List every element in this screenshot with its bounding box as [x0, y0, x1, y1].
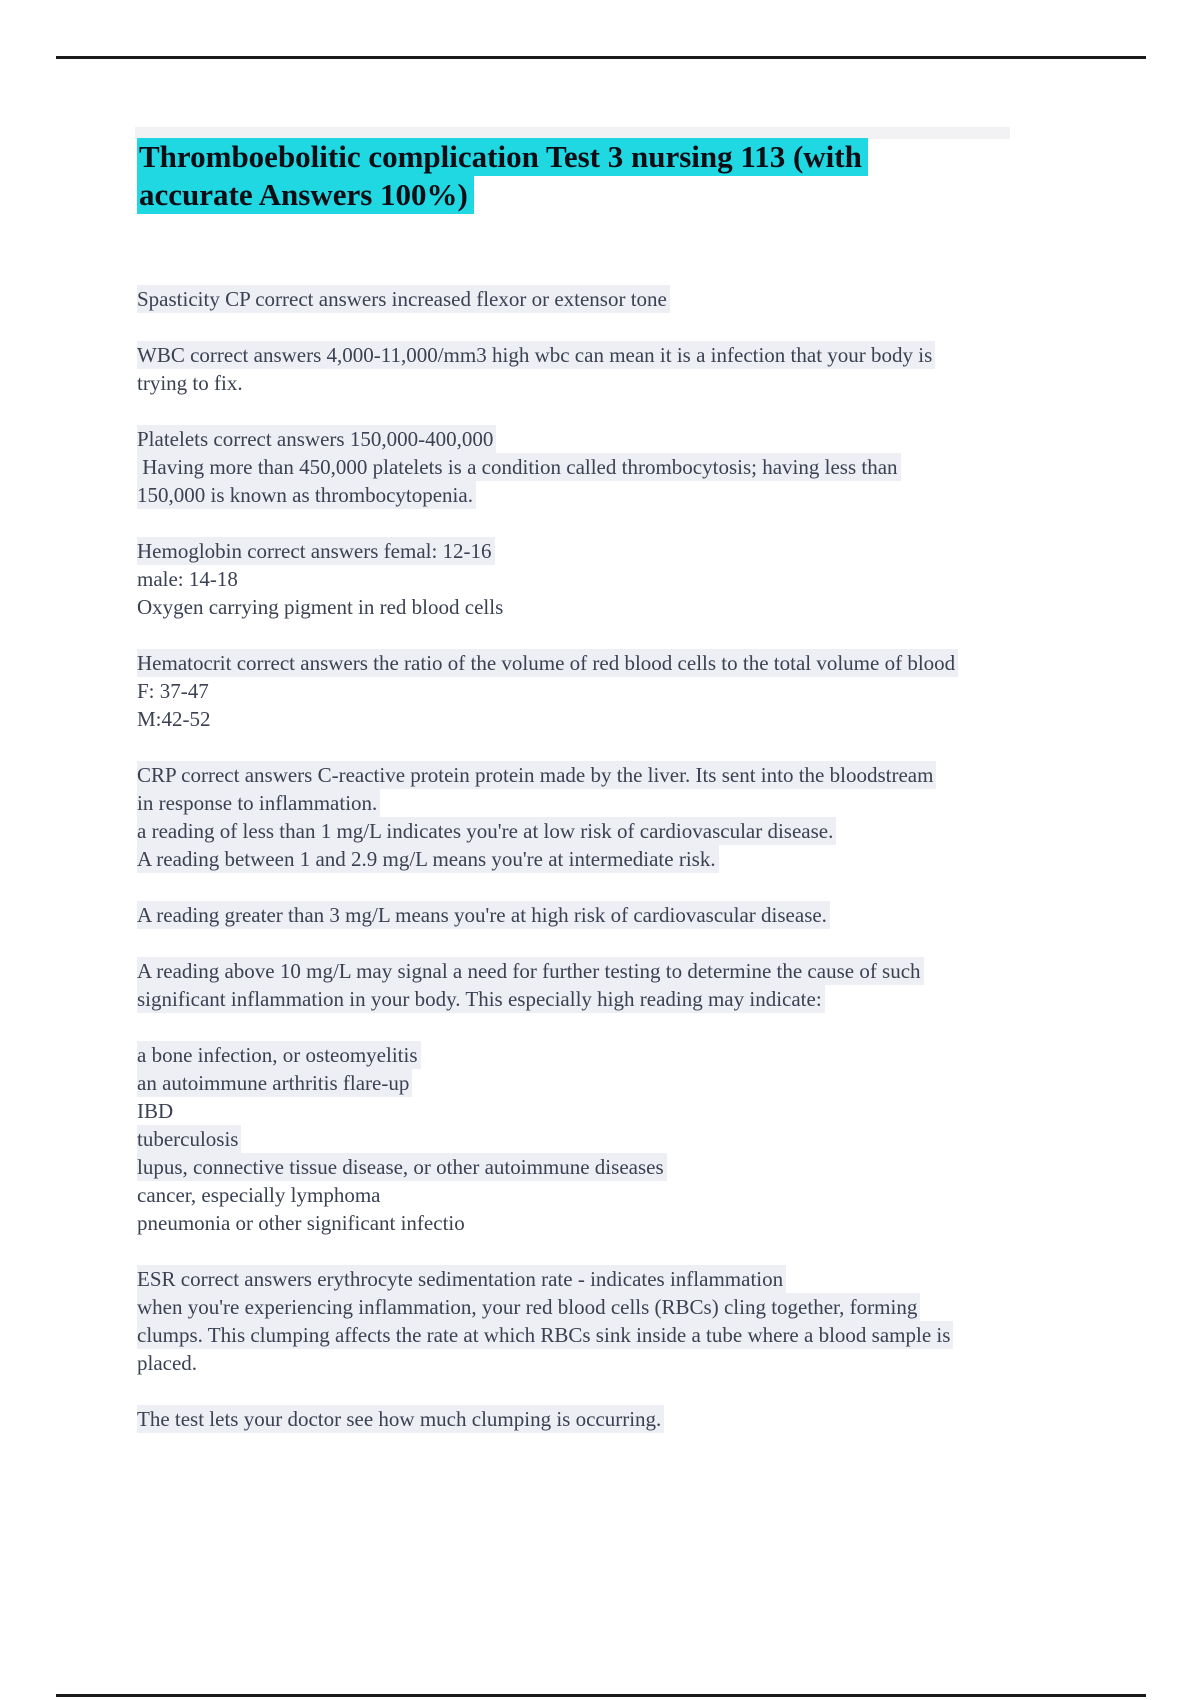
- blank-line: [137, 621, 1087, 649]
- text-line: [137, 1321, 1087, 1349]
- text-line: [137, 817, 1087, 845]
- text-line: [137, 453, 1087, 481]
- text-line: [137, 901, 1087, 929]
- text-line-content: 150,000 is known as thrombocytopenia.: [137, 481, 476, 509]
- blank-line: [137, 1377, 1087, 1405]
- text-line: [137, 957, 1087, 985]
- text-line: [137, 677, 1087, 705]
- text-line-content: Hemoglobin correct answers femal: 12-16: [137, 537, 495, 565]
- text-line-content: Spasticity CP correct answers increased flexor or extensor tone: [137, 285, 670, 313]
- text-line-content: CRP correct answers C-reactive protein protein made by the liver. Its sent into the bloodstream: [137, 761, 936, 789]
- text-line: [137, 285, 1087, 313]
- title-text: accurate Answers 100%): [137, 176, 474, 214]
- text-line: [137, 789, 1087, 817]
- text-line-content: a bone infection, or osteomyelitis: [137, 1041, 421, 1069]
- blank-line: [137, 397, 1087, 425]
- blank-line: [137, 929, 1087, 957]
- text-line: [137, 1041, 1087, 1069]
- text-line: [137, 593, 1087, 621]
- document-title: [137, 138, 868, 214]
- text-line: [137, 1265, 1087, 1293]
- text-line-content: A reading greater than 3 mg/L means you're at high risk of cardiovascular disease.: [137, 901, 830, 929]
- blank-line: [137, 733, 1087, 761]
- title-text: Thromboebolitic complication Test 3 nursing 113 (with: [137, 138, 868, 176]
- text-line-content: The test lets your doctor see how much clumping is occurring.: [137, 1405, 664, 1433]
- text-line-content: M:42-52: [137, 707, 211, 731]
- text-line-content: Oxygen carrying pigment in red blood cells: [137, 595, 504, 619]
- blank-line: [137, 1237, 1087, 1265]
- bottom-horizontal-rule: [56, 1694, 1146, 1697]
- text-line: [137, 341, 1087, 369]
- text-line-content: in response to inflammation.: [137, 789, 380, 817]
- text-line-content: lupus, connective tissue disease, or other autoimmune diseases: [137, 1153, 667, 1181]
- document-body: [137, 285, 1087, 1433]
- text-line-content: F: 37-47: [137, 679, 209, 703]
- blank-line: [137, 873, 1087, 901]
- text-line: [137, 537, 1087, 565]
- top-horizontal-rule: [56, 56, 1146, 59]
- text-line-content: A reading between 1 and 2.9 mg/L means you're at intermediate risk.: [137, 845, 719, 873]
- text-line: [137, 761, 1087, 789]
- blank-line: [137, 1013, 1087, 1041]
- text-line: [137, 1293, 1087, 1321]
- text-line-content: ESR correct answers erythrocyte sedimentation rate - indicates inflammation: [137, 1265, 786, 1293]
- text-line: [137, 1125, 1087, 1153]
- text-line-content: Having more than 450,000 platelets is a condition called thrombocytosis; having less than: [137, 453, 901, 481]
- text-line: [137, 1181, 1087, 1209]
- text-line-content: when you're experiencing inflammation, your red blood cells (RBCs) cling together, forming: [137, 1293, 920, 1321]
- text-line-content: clumps. This clumping affects the rate at which RBCs sink inside a tube where a blood sample is: [137, 1321, 953, 1349]
- text-line-content: Hematocrit correct answers the ratio of the volume of red blood cells to the total volume of blood: [137, 649, 958, 677]
- text-line: [137, 481, 1087, 509]
- text-line-content: a reading of less than 1 mg/L indicates you're at low risk of cardiovascular disease.: [137, 817, 836, 845]
- text-line-content: pneumonia or other significant infectio: [137, 1211, 465, 1235]
- text-line: [137, 425, 1087, 453]
- blank-line: [137, 313, 1087, 341]
- text-line-content: WBC correct answers 4,000-11,000/mm3 high wbc can mean it is a infection that your body is: [137, 341, 935, 369]
- text-line-content: an autoimmune arthritis flare-up: [137, 1069, 412, 1097]
- text-line-content: Platelets correct answers 150,000-400,000: [137, 425, 496, 453]
- text-line: [137, 845, 1087, 873]
- text-line-content: A reading above 10 mg/L may signal a need for further testing to determine the cause of such: [137, 957, 924, 985]
- text-line: [137, 1153, 1087, 1181]
- text-line: [137, 1097, 1087, 1125]
- text-line: [137, 565, 1087, 593]
- text-line: [137, 369, 1087, 397]
- text-line: [137, 1349, 1087, 1377]
- title-line: [137, 138, 868, 176]
- text-line: [137, 705, 1087, 733]
- text-line-content: significant inflammation in your body. This especially high reading may indicate:: [137, 985, 825, 1013]
- blank-line: [137, 509, 1087, 537]
- text-line: [137, 1069, 1087, 1097]
- text-line-content: trying to fix.: [137, 371, 243, 395]
- title-line: [137, 176, 868, 214]
- text-line: [137, 985, 1087, 1013]
- text-line: [137, 1209, 1087, 1237]
- text-line-content: cancer, especially lymphoma: [137, 1183, 381, 1207]
- text-line: [137, 649, 1087, 677]
- text-line-content: male: 14-18: [137, 567, 238, 591]
- text-line-content: placed.: [137, 1351, 198, 1375]
- text-line-content: IBD: [137, 1099, 174, 1123]
- text-line-content: tuberculosis: [137, 1125, 241, 1153]
- text-line: [137, 1405, 1087, 1433]
